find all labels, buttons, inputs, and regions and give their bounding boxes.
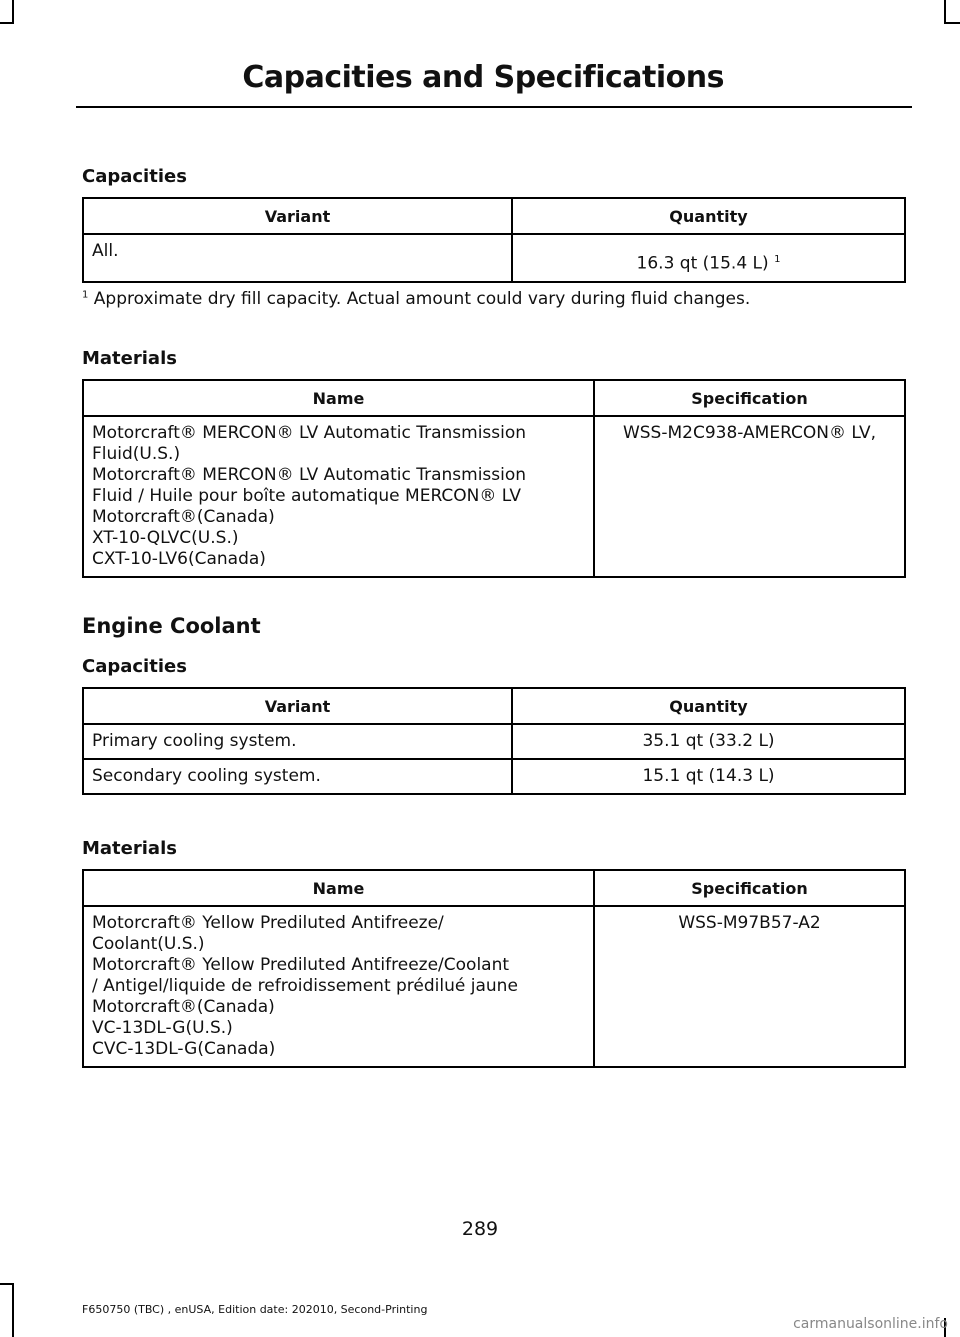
column-header-variant: Variant [83, 688, 512, 724]
footnote [82, 289, 906, 309]
table-header-row [83, 380, 905, 416]
engine-coolant-section [82, 614, 906, 638]
table-row [83, 759, 905, 794]
capacities-section [82, 166, 906, 309]
name-line: Motorcraft® MERCON® LV Automatic Transmission [92, 465, 527, 485]
specification-cell: WSS-M2C938-AMERCON® LV, [594, 416, 905, 577]
column-header-specification: Specification [594, 380, 905, 416]
column-header-specification: Specification [594, 870, 905, 906]
name-line: Motorcraft® Yellow Prediluted Antifreeze/ [92, 913, 444, 933]
footnote-ref: 1 [774, 254, 781, 265]
section-title: Engine Coolant [82, 614, 261, 638]
crop-mark [944, 0, 946, 22]
name-line: VC-13DL-G(U.S.) [92, 1018, 233, 1038]
header-rule [76, 106, 912, 108]
name-line: CXT-10-LV6(Canada) [92, 549, 266, 569]
table-header-row [83, 198, 905, 234]
quantity-cell [512, 234, 905, 282]
name-line: Coolant(U.S.) [92, 934, 205, 954]
column-header-variant: Variant [83, 198, 512, 234]
table-row [83, 416, 905, 577]
page-number: 289 [461, 1218, 499, 1240]
name-line: Motorcraft®(Canada) [92, 507, 275, 527]
table-header-row [83, 870, 905, 906]
table-header-row [83, 688, 905, 724]
page-title: Capacities and Specifications [242, 60, 724, 95]
section-heading: Materials [82, 348, 177, 369]
quantity-cell: 35.1 qt (33.2 L) [512, 724, 905, 759]
quantity-cell: 15.1 qt (14.3 L) [512, 759, 905, 794]
materials-section [82, 348, 906, 578]
crop-mark [12, 0, 14, 22]
name-cell [83, 416, 594, 577]
variant-cell: Primary cooling system. [83, 724, 512, 759]
column-header-quantity: Quantity [512, 688, 905, 724]
crop-mark [0, 1283, 14, 1285]
name-line: Fluid(U.S.) [92, 444, 181, 464]
column-header-name: Name [83, 870, 594, 906]
table-row [83, 234, 905, 282]
name-line: XT-10-QLVC(U.S.) [92, 528, 239, 548]
section-heading: Materials [82, 838, 177, 859]
table-row [83, 906, 905, 1067]
name-line: Motorcraft® MERCON® LV Automatic Transmission [92, 423, 527, 443]
column-header-name: Name [83, 380, 594, 416]
section-heading: Capacities [82, 166, 187, 187]
footnote-text: Approximate dry fill capacity. Actual amount could vary during fluid changes. [93, 288, 751, 309]
variant-cell: Secondary cooling system. [83, 759, 512, 794]
specification-cell: WSS-M97B57-A2 [594, 906, 905, 1067]
watermark-text: carmanualsonline.info [793, 1316, 948, 1332]
coolant-capacities-table [82, 687, 906, 795]
name-line: / Antigel/liquide de refroidissement prédilué jaune [92, 976, 518, 996]
footnote-marker: 1 [82, 289, 89, 300]
name-line: Motorcraft®(Canada) [92, 997, 275, 1017]
quantity-value: 16.3 qt (15.4 L) [636, 253, 769, 274]
crop-mark [944, 22, 960, 24]
coolant-materials-section [82, 838, 906, 1068]
name-line: CVC-13DL-G(Canada) [92, 1039, 276, 1059]
crop-mark [12, 1283, 14, 1337]
name-line: Fluid / Huile pour boîte automatique MERCON® LV [92, 486, 522, 506]
variant-cell: All. [83, 234, 512, 282]
coolant-materials-table [82, 869, 906, 1068]
materials-table [82, 379, 906, 578]
edition-text: F650750 (TBC) , enUSA, Edition date: 202010, Second-Printing [82, 1303, 428, 1316]
coolant-capacities-section [82, 656, 906, 795]
name-cell [83, 906, 594, 1067]
crop-mark [0, 22, 14, 24]
section-heading: Capacities [82, 656, 187, 677]
capacities-table [82, 197, 906, 283]
column-header-quantity: Quantity [512, 198, 905, 234]
table-row [83, 724, 905, 759]
name-line: Motorcraft® Yellow Prediluted Antifreeze/Coolant [92, 955, 510, 975]
